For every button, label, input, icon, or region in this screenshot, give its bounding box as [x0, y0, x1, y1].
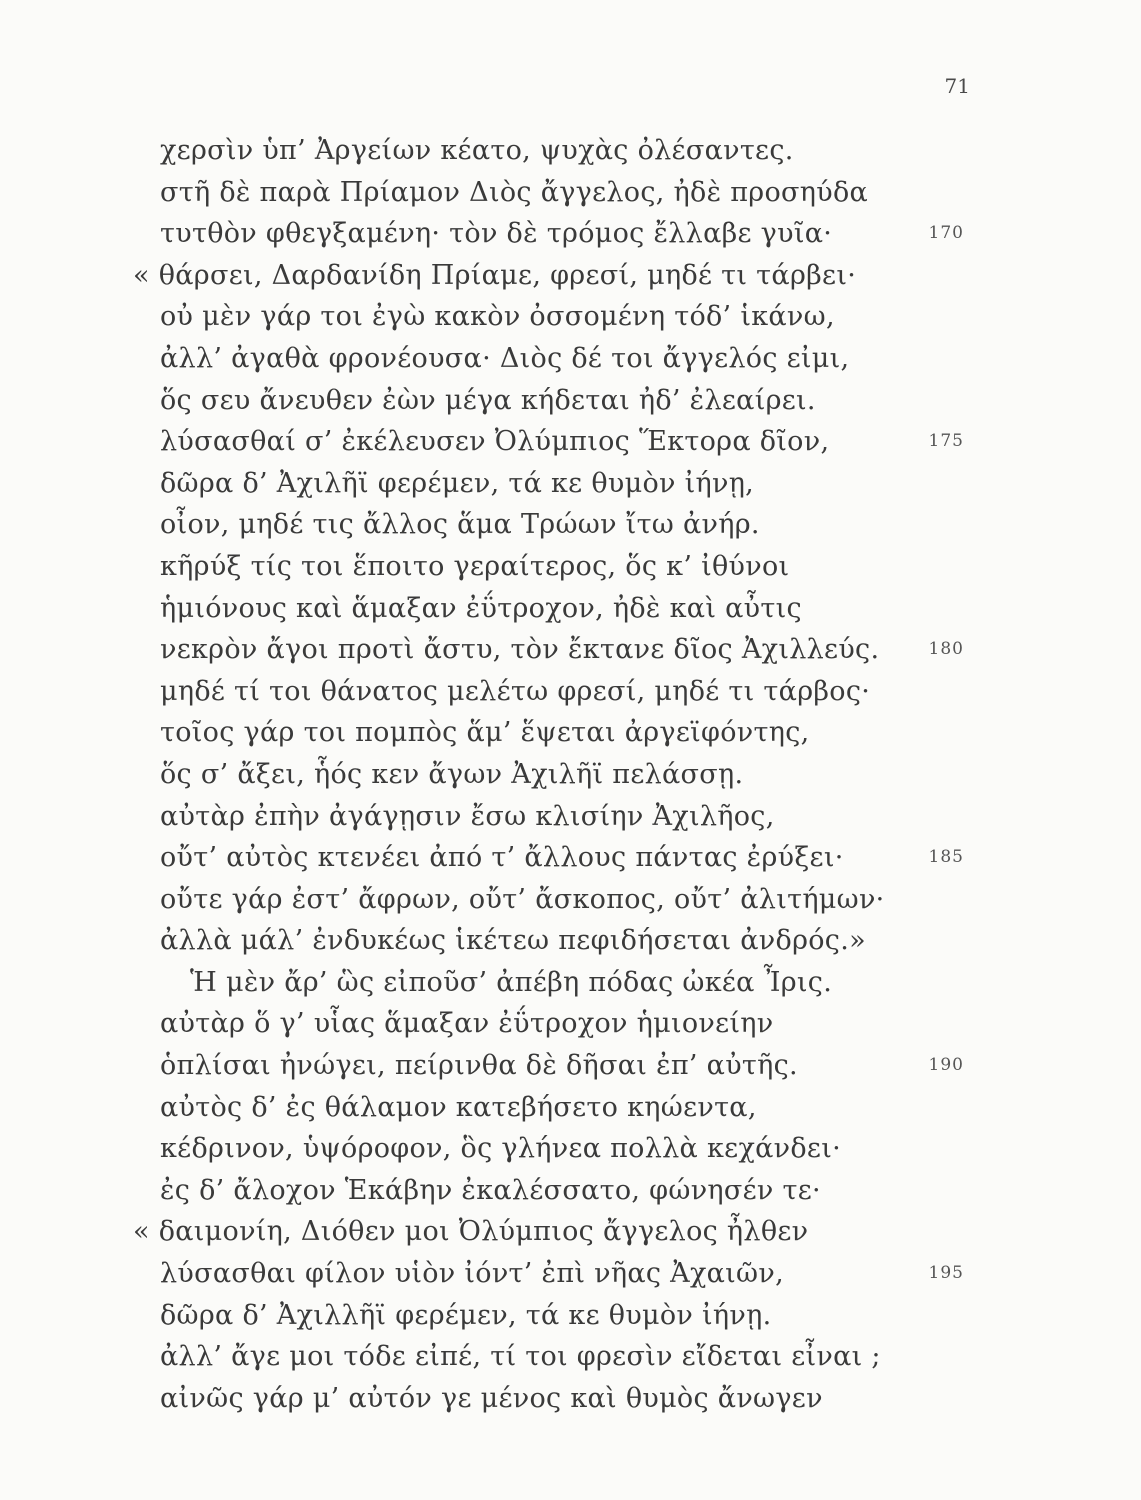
verse-text-line: ὅς σευ ἄνευθεν ἐὼν μέγα κήδεται ἠδ’ ἐλεαίρει. [160, 384, 816, 416]
line-number: 180 [928, 639, 964, 660]
verse-line [0, 1253, 1141, 1295]
verse-line [0, 837, 1141, 879]
verse-text-line: κῆρύξ τίς τοι ἕποιτο γεραίτερος, ὅς κ’ ἰθύνοι [160, 550, 790, 582]
verse-text-line: αὐτὰρ ὅ γ’ υἷας ἅμαξαν ἐΰτροχον ἡμιονείην [160, 1008, 774, 1040]
verse-text-line: οὔτε γάρ ἐστ’ ἄφρων, οὔτ’ ἄσκοπος, οὔτ’ ἀλιτήμων· [160, 883, 885, 915]
verse-line [0, 463, 1141, 505]
verse-text-line: νεκρὸν ἄγοι προτὶ ἄστυ, τὸν ἔκτανε δῖος Ἀχιλλεύς. [160, 634, 880, 666]
verse-text-line: « δαιμονίη, Διόθεν μοι Ὀλύμπιος ἄγγελος ἦλθεν [133, 1216, 809, 1248]
verse-line [0, 754, 1141, 796]
verse-text-line: ἀλλ’ ἄγε μοι τόδε εἰπέ, τί τοι φρεσὶν εἴδεται εἶναι ; [160, 1341, 881, 1373]
verse-text-line: τυτθὸν φθεγξαμένη· τὸν δὲ τρόμος ἔλλαβε γυῖα· [160, 218, 833, 250]
verse-line [0, 962, 1141, 1004]
line-number: 170 [928, 223, 964, 244]
line-number: 185 [928, 847, 964, 868]
verse-text-line: ὅς σ’ ἄξει, ἧός κεν ἄγων Ἀχιλῆϊ πελάσσῃ. [160, 758, 744, 790]
verse-line [0, 1128, 1141, 1170]
verse-text [0, 130, 1141, 1419]
line-number: 195 [928, 1263, 964, 1284]
verse-line [0, 1295, 1141, 1337]
verse-line [0, 712, 1141, 754]
verse-text-line: ἡμιόνους καὶ ἅμαξαν ἐΰτροχον, ἠδὲ καὶ αὖτις [160, 592, 802, 624]
verse-line [0, 1378, 1141, 1420]
verse-text-line: Ἡ μὲν ἄρ’ ὣς εἰποῦσ’ ἀπέβη πόδας ὠκέα Ἶρις. [190, 966, 833, 998]
verse-line [0, 338, 1141, 380]
verse-line [0, 920, 1141, 962]
verse-text-line: ἐς δ’ ἄλοχον Ἑκάβην ἐκαλέσσατο, φώνησέν τε· [160, 1174, 821, 1206]
verse-line [0, 380, 1141, 422]
verse-text-line: δῶρα δ’ Ἀχιλῆϊ φερέμεν, τά κε θυμὸν ἰήνῃ, [160, 467, 755, 499]
verse-text-line: « θάρσει, Δαρδανίδη Πρίαμε, φρεσί, μηδέ τι τάρβει· [133, 259, 857, 291]
verse-line [0, 1045, 1141, 1087]
verse-text-line: λύσασθαι φίλον υἱὸν ἰόντ’ ἐπὶ νῆας Ἀχαιῶν, [160, 1258, 784, 1290]
verse-line [0, 421, 1141, 463]
line-number: 175 [928, 431, 964, 452]
verse-line [0, 629, 1141, 671]
verse-text-line: οὔτ’ αὐτὸς κτενέει ἀπό τ’ ἄλλους πάντας ἐρύξει· [160, 842, 844, 874]
verse-line [0, 213, 1141, 255]
verse-text-line: οὐ μὲν γάρ τοι ἐγὼ κακὸν ὀσσομένη τόδ’ ἱκάνω, [160, 301, 835, 333]
verse-line [0, 1087, 1141, 1129]
verse-text-line: αἰνῶς γάρ μ’ αὐτόν γε μένος καὶ θυμὸς ἄνωγεν [160, 1382, 823, 1414]
verse-text-line: τοῖος γάρ τοι πομπὸς ἅμ’ ἕψεται ἀργεϊφόντης, [160, 717, 810, 749]
verse-line [0, 130, 1141, 172]
verse-line [0, 504, 1141, 546]
verse-text-line: στῆ δὲ παρὰ Πρίαμον Διὸς ἄγγελος, ἠδὲ προσηύδα [160, 176, 869, 208]
verse-text-line: λύσασθαί σ’ ἐκέλευσεν Ὀλύμπιος Ἕκτορα δῖον, [160, 426, 830, 458]
verse-text-line: χερσὶν ὑπ’ Ἀργείων κέατο, ψυχὰς ὀλέσαντες. [160, 135, 794, 166]
verse-text-line: αὐτὰρ ἐπὴν ἀγάγῃσιν ἔσω κλισίην Ἀχιλῆος, [160, 800, 775, 832]
verse-line [0, 172, 1141, 214]
line-number: 190 [928, 1055, 964, 1076]
verse-line [0, 1003, 1141, 1045]
verse-text-line: αὐτὸς δ’ ἐς θάλαμον κατεβήσετο κηώεντα, [160, 1091, 757, 1123]
verse-text-line: δῶρα δ’ Ἀχιλλῆϊ φερέμεν, τά κε θυμὸν ἰήνῃ. [160, 1299, 772, 1331]
verse-text-line: μηδέ τί τοι θάνατος μελέτω φρεσί, μηδέ τι τάρβος· [160, 675, 871, 707]
verse-line [0, 671, 1141, 713]
verse-line [0, 255, 1141, 297]
verse-text-line: ἀλλὰ μάλ’ ἐνδυκέως ἱκέτεω πεφιδήσεται ἀνδρός.» [160, 925, 866, 957]
verse-line [0, 1170, 1141, 1212]
verse-line [0, 1336, 1141, 1378]
verse-line [0, 296, 1141, 338]
verse-line [0, 546, 1141, 588]
verse-text-line: ὁπλίσαι ἠνώγει, πείρινθα δὲ δῆσαι ἐπ’ αὐτῆς. [160, 1050, 798, 1082]
verse-line [0, 588, 1141, 630]
verse-text-line: ἀλλ’ ἀγαθὰ φρονέουσα· Διὸς δέ τοι ἄγγελός εἰμι, [160, 342, 850, 374]
verse-line [0, 879, 1141, 921]
verse-line [0, 1211, 1141, 1253]
verse-line [0, 796, 1141, 838]
verse-text-line: οἶον, μηδέ τις ἄλλος ἅμα Τρώων ἴτω ἀνήρ. [160, 509, 760, 541]
page-number: 71 [944, 74, 970, 98]
verse-text-line: κέδρινον, ὑψόροφον, ὃς γλήνεα πολλὰ κεχάνδει· [160, 1133, 841, 1165]
